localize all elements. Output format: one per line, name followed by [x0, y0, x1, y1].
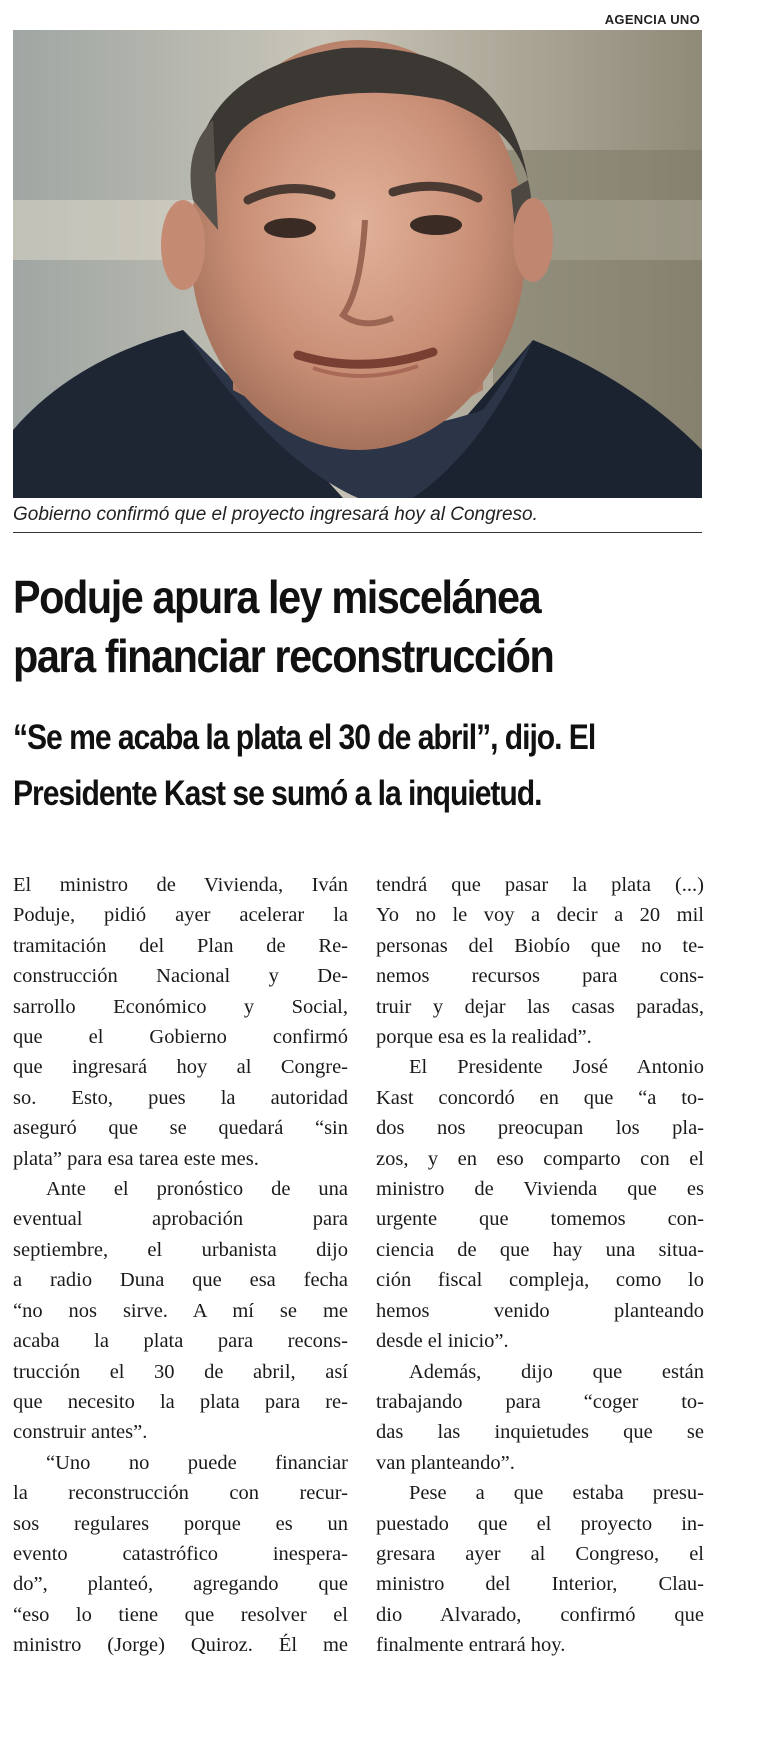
body-line: El Presidente José Antonio [409, 1056, 704, 1079]
headline [13, 568, 643, 686]
portrait-illustration [13, 30, 702, 498]
article-column-right [376, 870, 704, 1661]
body-line: finalmente entrará hoy. [376, 1634, 566, 1657]
body-line: urgente que tomemos con- [376, 1208, 704, 1231]
body-line: “no nos sirve. A mí se me [13, 1299, 348, 1322]
body-line: ministro (Jorge) Quiroz. Él me [13, 1634, 348, 1657]
body-line: ción fiscal compleja, como lo [376, 1269, 704, 1292]
body-line: sarrollo Económico y Social, [13, 995, 348, 1018]
body-line: sos regulares porque es un [13, 1512, 348, 1535]
body-line: eventual aprobación para [13, 1208, 348, 1231]
body-line: puestado que el proyecto in- [376, 1512, 704, 1535]
body-line: septiembre, el urbanista dijo [13, 1238, 348, 1261]
article-body [0, 870, 772, 1740]
body-line: hemos venido planteando [376, 1299, 704, 1322]
subheadline-line: “Se me acaba la plata el 30 de abril”, dijo. El [13, 718, 596, 757]
body-line: tramitación del Plan de Re- [13, 934, 348, 957]
article-column-left [13, 870, 348, 1661]
body-line: desde el inicio”. [376, 1330, 509, 1353]
body-line: a radio Duna que esa fecha [13, 1269, 348, 1292]
headline-line: para financiar reconstrucción [13, 630, 554, 682]
subheadline [13, 710, 632, 822]
body-line: dos nos preocupan los pla- [376, 1117, 704, 1140]
body-line: ministro del Interior, Clau- [376, 1573, 704, 1596]
body-line: porque esa es la realidad”. [376, 1026, 592, 1049]
body-line: construcción Nacional y De- [13, 965, 348, 988]
headline-line: Poduje apura ley miscelánea [13, 571, 541, 623]
body-line: personas del Biobío que no te- [376, 934, 704, 957]
body-line: acaba la plata para recons- [13, 1330, 348, 1353]
body-line: “Uno no puede financiar [46, 1451, 348, 1474]
body-line: das las inquietudes que se [376, 1421, 704, 1444]
body-line: El ministro de Vivienda, Iván [13, 874, 348, 896]
body-line: van planteando”. [376, 1451, 515, 1474]
body-line: tendrá que pasar la plata (...) [376, 874, 704, 896]
body-line: trucción el 30 de abril, así [13, 1360, 348, 1383]
body-line: trabajando para “coger to- [376, 1390, 704, 1413]
body-line: Kast concordó en que “a to- [376, 1086, 704, 1109]
body-line: dio Alvarado, confirmó que [376, 1603, 704, 1626]
body-line: plata” para esa tarea este mes. [13, 1147, 259, 1170]
body-line: aseguró que se quedará “sin [13, 1117, 348, 1140]
body-line: nemos recursos para cons- [376, 965, 704, 988]
body-line: ministro de Vivienda que es [376, 1178, 704, 1201]
body-line: Pese a que estaba presu- [409, 1482, 704, 1505]
body-line: que ingresará hoy al Congre- [13, 1056, 348, 1079]
body-line: construir antes”. [13, 1421, 148, 1444]
photo-credit: AGENCIA UNO [604, 12, 700, 27]
body-line: Poduje, pidió ayer acelerar la [13, 904, 348, 927]
body-line: gresara ayer al Congreso, el [376, 1542, 704, 1565]
body-line: que el Gobierno confirmó [13, 1026, 348, 1049]
body-line: Ante el pronóstico de una [46, 1178, 348, 1201]
body-line: zos, y en eso comparto con el [376, 1147, 704, 1170]
body-line: que necesito la plata para re- [13, 1390, 348, 1413]
photo-caption: Gobierno confirmó que el proyecto ingresará hoy al Congreso. [13, 504, 702, 533]
body-line: “eso lo tiene que resolver el [13, 1603, 348, 1626]
body-line: truir y dejar las casas paradas, [376, 995, 704, 1018]
body-line: la reconstrucción con recur- [13, 1482, 348, 1505]
subheadline-line: Presidente Kast se sumó a la inquietud. [13, 774, 542, 813]
body-line: so. Esto, pues la autoridad [13, 1086, 348, 1109]
body-line: evento catastrófico inespera- [13, 1542, 348, 1565]
body-line: ciencia de que hay una situa- [376, 1238, 704, 1261]
body-line: Además, dijo que están [409, 1360, 704, 1383]
body-line: do”, planteó, agregando que [13, 1573, 348, 1596]
body-line: Yo no le voy a decir a 20 mil [376, 904, 704, 927]
news-photo [13, 30, 702, 498]
